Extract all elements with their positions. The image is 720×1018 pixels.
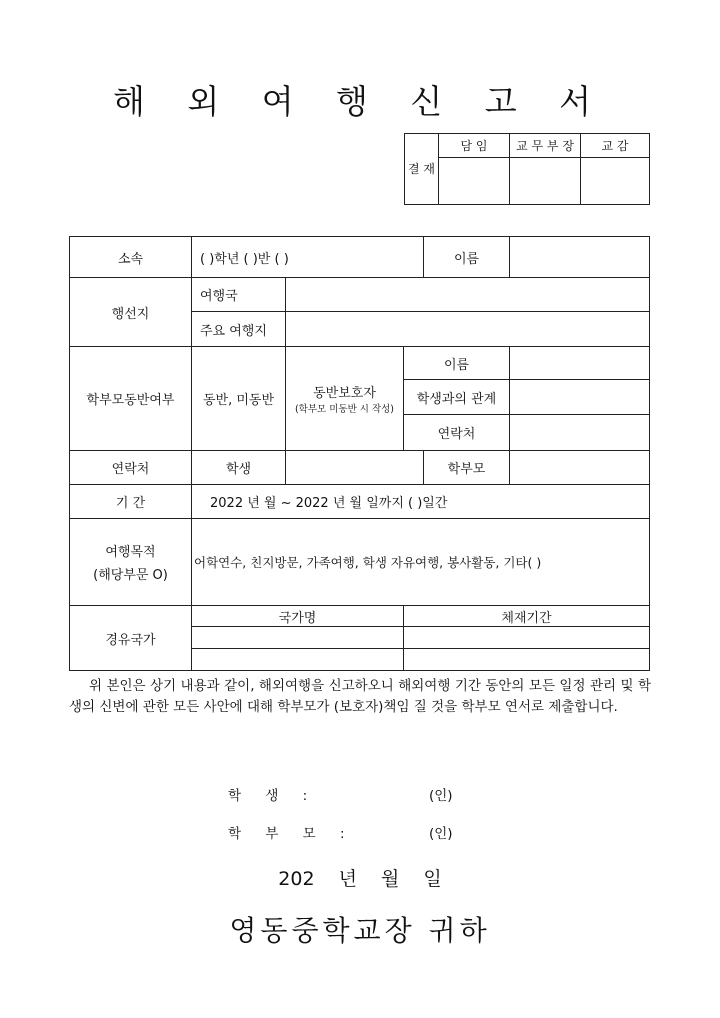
main-destination-field[interactable] [286, 312, 650, 347]
approval-homeroom-header: 담 임 [439, 134, 510, 158]
purpose-label-note: (해당부문 O) [93, 568, 168, 583]
transit-stay-period-field-2[interactable] [404, 649, 650, 671]
parent-accompany-options[interactable]: 동반, 미동반 [192, 347, 286, 451]
guardian-contact-field[interactable] [510, 415, 650, 451]
transit-country-name-field-2[interactable] [192, 649, 404, 671]
affiliation-label: 소속 [70, 237, 192, 278]
purpose-options[interactable]: 어학연수, 친지방문, 가족여행, 학생 자유여행, 봉사활동, 기타( ) [192, 519, 650, 606]
report-form [69, 236, 650, 671]
student-contact-field[interactable] [286, 451, 424, 485]
transit-country-label: 경유국가 [70, 606, 192, 671]
transit-stay-period-field-1[interactable] [404, 627, 650, 649]
guardian-relation-field[interactable] [510, 380, 650, 415]
guardian-cell [286, 347, 404, 451]
student-seal-mark[interactable]: (인) [429, 788, 453, 804]
travel-country-field[interactable] [286, 278, 650, 312]
period-field[interactable]: 2022 년 월 ~ 2022 년 월 일까지 ( )일간 [192, 485, 650, 519]
approval-homeroom-signature[interactable] [439, 158, 510, 205]
student-name-label: 이름 [424, 237, 510, 278]
transit-stay-period-header: 체재기간 [404, 606, 650, 627]
parent-signature-label: 학 부 모 : [228, 826, 355, 842]
transit-country-name-header: 국가명 [192, 606, 404, 627]
main-destination-label: 주요 여행지 [192, 312, 286, 347]
parent-accompany-label: 학부모동반여부 [70, 347, 192, 451]
submission-date: 202 년 월 일 [278, 868, 442, 890]
purpose-label: 여행목적 [105, 545, 156, 560]
guardian-contact-label: 연락처 [404, 415, 510, 451]
parent-contact-field[interactable] [510, 451, 650, 485]
guardian-name-label: 이름 [404, 347, 510, 380]
guardian-name-field[interactable] [510, 347, 650, 380]
approval-label: 결 재 [405, 134, 439, 205]
parent-contact-label: 학부모 [424, 451, 510, 485]
student-signature-label: 학 생 : [228, 788, 318, 804]
document-title: 해 외 여 행 신 고 서 [112, 82, 608, 121]
affiliation-grade-class-field[interactable]: ( )학년 ( )반 ( ) [192, 237, 424, 278]
destination-label: 행선지 [70, 278, 192, 347]
statement-paragraph: 위 본인은 상기 내용과 같이, 해외여행을 신고하오니 해외여행 기간 동안의 모든 일정 관리 및 학생의 신변에 관한 모든 사안에 대해 학부모가 (보호자)책임 질 것을 학부모 연서로 제출합니다. [69, 678, 651, 715]
approval-vice-principal-header: 교 감 [581, 134, 650, 158]
contact-label: 연락처 [70, 451, 192, 485]
guardian-relation-label: 학생과의 관계 [404, 380, 510, 415]
parent-seal-mark[interactable]: (인) [429, 826, 453, 842]
period-label: 기 간 [70, 485, 192, 519]
travel-country-label: 여행국 [192, 278, 286, 312]
approval-academic-head-signature[interactable] [510, 158, 581, 205]
student-name-field[interactable] [510, 237, 650, 278]
guardian-label: 동반보호자 [313, 386, 376, 401]
transit-country-name-field-1[interactable] [192, 627, 404, 649]
purpose-label-cell [70, 519, 192, 606]
approval-academic-head-header: 교 무 부 장 [510, 134, 581, 158]
student-contact-label: 학생 [192, 451, 286, 485]
guardian-note: (학부모 미동반 시 작성) [294, 404, 395, 415]
addressee-principal: 영동중학교장 귀하 [229, 914, 491, 947]
approval-vice-principal-signature[interactable] [581, 158, 650, 205]
approval-box [404, 133, 650, 205]
